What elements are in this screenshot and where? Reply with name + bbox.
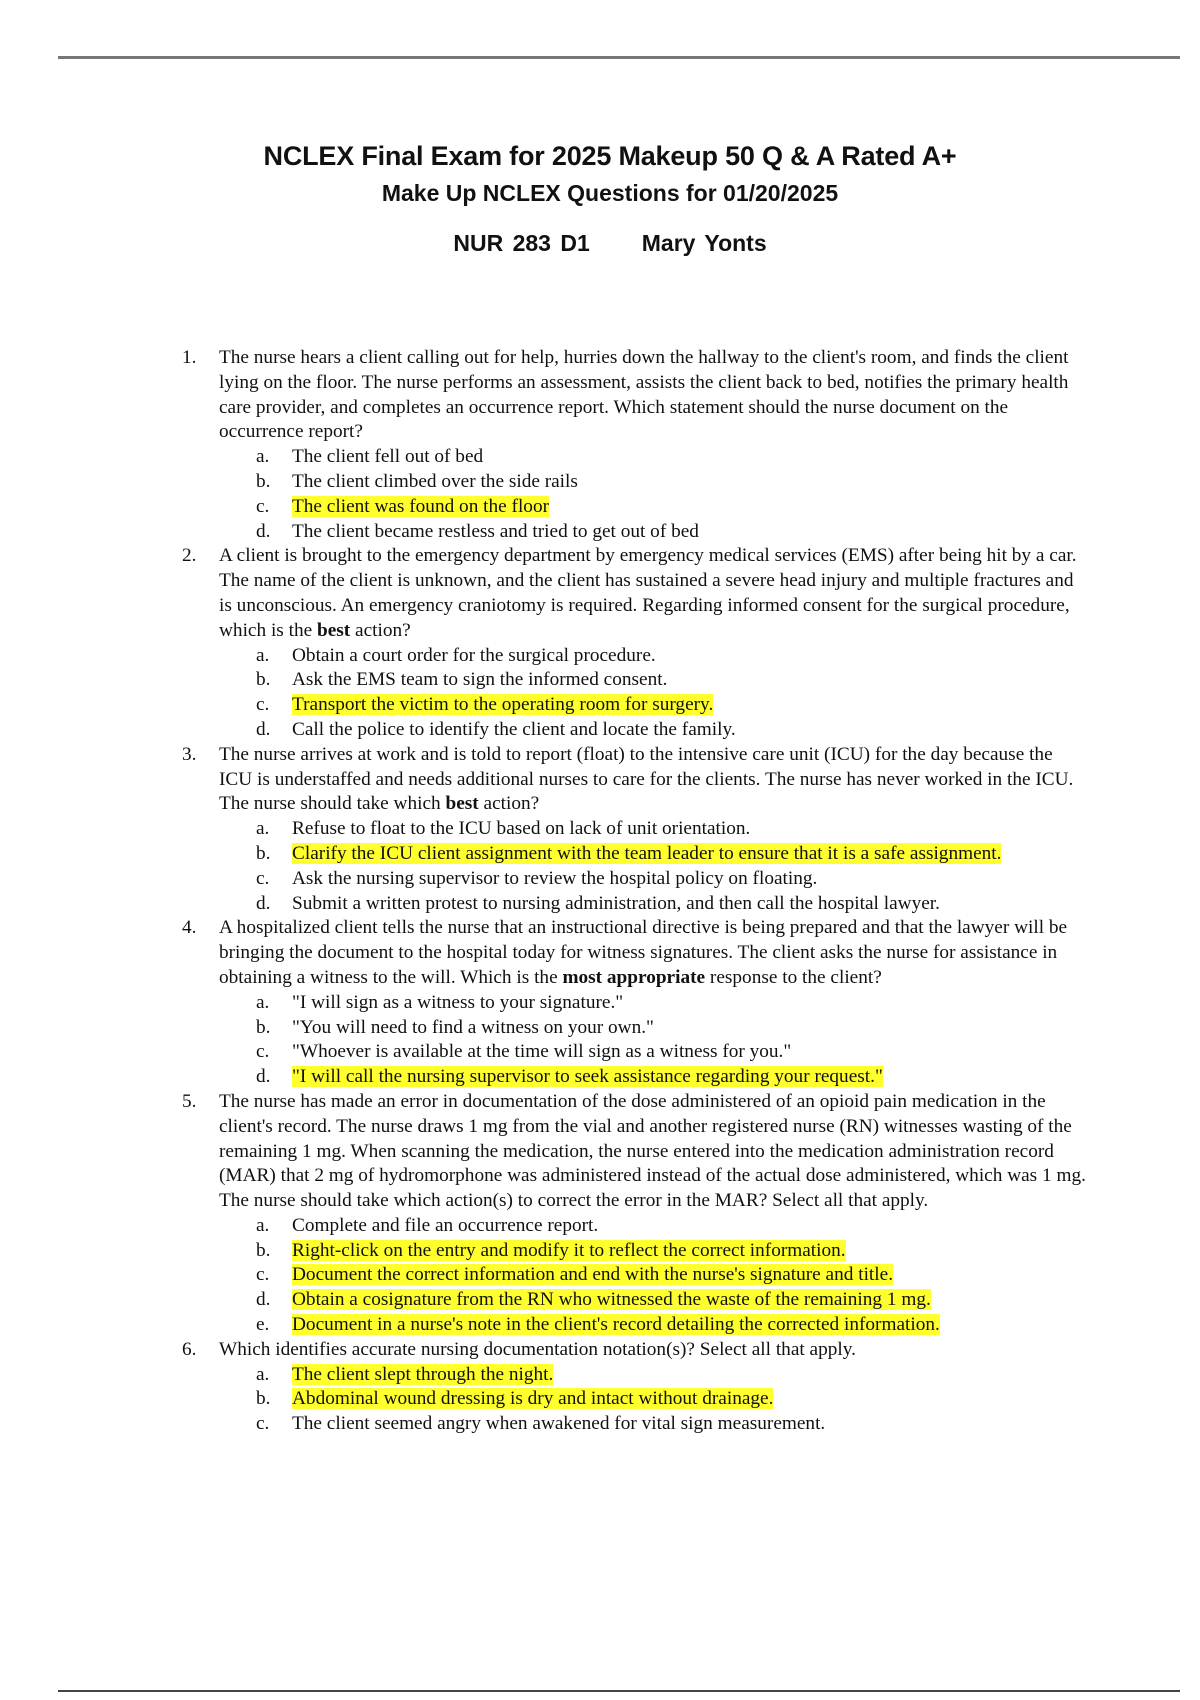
- correct-answer-text: "I will call the nursing supervisor to seek assistance regarding your request.": [292, 1066, 883, 1088]
- question-stem-pre: The nurse has made an error in documentation of the dose administered of an opioid pain medication in the client's record. The nurse draws 1 mg from the vial and another registered nurse (RN) witnesses wasting of the remaining 1 mg. When scanning the medication, the nurse entered into the medication administration record (MAR) that 2 mg of hydromorphone was administered instead of the actual dose administered, which was 1 mg. The nurse should take which action(s) to correct the error in the MAR? Select all that apply.: [219, 1090, 1086, 1212]
- answer-option: [219, 842, 1087, 867]
- course-line: [20, 228, 1200, 258]
- answer-option: [219, 470, 1087, 495]
- option-letter: c.: [256, 1264, 270, 1286]
- answer-option: [219, 1214, 1087, 1239]
- document-title: NCLEX Final Exam for 2025 Makeup 50 Q & A Rated A+: [263, 141, 957, 171]
- option-letter: a.: [256, 644, 270, 666]
- question-stem-post: response to the client?: [705, 966, 882, 988]
- option-letter: d.: [256, 892, 271, 914]
- question-stem-pre: The nurse arrives at work and is told to report (float) to the intensive care unit (ICU) for the day because the ICU is understaffed and needs additional nurses to care for the clients. The nurse has never worked in the ICU. The nurse should take which: [219, 743, 1074, 815]
- option-text: The client climbed over the side rails: [292, 470, 578, 492]
- question-stem: [219, 346, 1087, 445]
- answer-option: [219, 1016, 1087, 1041]
- option-letter: b.: [256, 842, 271, 864]
- answer-options: [219, 1363, 1087, 1437]
- answer-option: [219, 1065, 1087, 1090]
- answer-option: [219, 817, 1087, 842]
- question-stem: [219, 544, 1087, 643]
- answer-option: [219, 991, 1087, 1016]
- option-letter: a.: [256, 1214, 270, 1236]
- question-number: 3.: [182, 743, 197, 765]
- question-4: [182, 916, 1087, 1090]
- question-3: [182, 743, 1087, 917]
- answer-option: [219, 1288, 1087, 1313]
- option-letter: a.: [256, 991, 270, 1013]
- answer-option: [219, 1263, 1087, 1288]
- document-header: [0, 138, 1200, 258]
- correct-answer-text: The client was found on the floor: [292, 495, 550, 517]
- question-stem: [219, 1090, 1087, 1214]
- question-5: [182, 1090, 1087, 1338]
- option-letter: a.: [256, 1363, 270, 1385]
- answer-option: [219, 892, 1087, 917]
- question-number: 2.: [182, 545, 197, 567]
- question-stem-pre: The nurse hears a client calling out for help, hurries down the hallway to the client's room, and finds the client lying on the floor. The nurse performs an assessment, assists the client back to bed, notifies the primary health care provider, and completes an occurrence report. Which statement should the nurse document on the occurrence report?: [219, 347, 1069, 443]
- option-text: The client fell out of bed: [292, 446, 484, 468]
- option-letter: d.: [256, 520, 271, 542]
- correct-answer-text: Obtain a cosignature from the RN who witnessed the waste of the remaining 1 mg.: [292, 1289, 931, 1311]
- option-letter: d.: [256, 1289, 271, 1311]
- top-rule: [58, 56, 1180, 59]
- option-letter: e.: [256, 1314, 270, 1336]
- answer-option: [219, 495, 1087, 520]
- document-subtitle: Make Up NCLEX Questions for 01/20/2025: [381, 180, 839, 206]
- question-stem-post: action?: [478, 793, 540, 815]
- answer-option: [219, 1363, 1087, 1388]
- question-number: 4.: [182, 917, 197, 939]
- option-letter: a.: [256, 818, 270, 840]
- option-text: Refuse to float to the ICU based on lack of unit orientation.: [292, 818, 751, 840]
- question-list: [182, 346, 1087, 1437]
- answer-option: [219, 1387, 1087, 1412]
- correct-answer-text: Right-click on the entry and modify it to reflect the correct information.: [292, 1239, 846, 1261]
- question-number: 5.: [182, 1090, 197, 1112]
- option-text: Ask the EMS team to sign the informed consent.: [292, 669, 668, 691]
- answer-option: [219, 1313, 1087, 1338]
- question-6: [182, 1338, 1087, 1437]
- answer-option: [219, 867, 1087, 892]
- question-stem: [219, 916, 1087, 990]
- correct-answer-text: Abdominal wound dressing is dry and intact without drainage.: [292, 1388, 774, 1410]
- instructor-name: Mary Yonts: [641, 230, 767, 256]
- answer-option: [219, 644, 1087, 669]
- question-stem-bold: most appropriate: [562, 966, 706, 988]
- option-letter: b.: [256, 669, 271, 691]
- option-letter: a.: [256, 446, 270, 468]
- correct-answer-text: The client slept through the night.: [292, 1363, 554, 1385]
- correct-answer-text: Document the correct information and end with the nurse's signature and title.: [292, 1264, 894, 1286]
- option-letter: c.: [256, 694, 270, 716]
- correct-answer-text: Clarify the ICU client assignment with the team leader to ensure that it is a safe assignment.: [292, 842, 1002, 864]
- option-letter: b.: [256, 1016, 271, 1038]
- option-letter: c.: [256, 867, 270, 889]
- correct-answer-text: Document in a nurse's note in the client's record detailing the corrected information.: [292, 1314, 940, 1336]
- question-1: [182, 346, 1087, 544]
- answer-options: [219, 644, 1087, 743]
- option-letter: c.: [256, 495, 270, 517]
- option-text: "You will need to find a witness on your own.": [292, 1016, 654, 1038]
- answer-option: [219, 693, 1087, 718]
- question-stem-post: action?: [350, 619, 411, 641]
- correct-answer-text: Transport the victim to the operating room for surgery.: [292, 694, 714, 716]
- option-text: "Whoever is available at the time will sign as a witness for you.": [292, 1041, 792, 1063]
- option-text: Obtain a court order for the surgical procedure.: [292, 644, 656, 666]
- answer-options: [219, 817, 1087, 916]
- question-2: [182, 544, 1087, 742]
- option-text: Ask the nursing supervisor to review the hospital policy on floating.: [292, 867, 818, 889]
- option-letter: d.: [256, 718, 271, 740]
- option-text: Complete and file an occurrence report.: [292, 1214, 599, 1236]
- option-text: The client became restless and tried to get out of bed: [292, 520, 699, 542]
- question-stem-pre: Which identifies accurate nursing documentation notation(s)? Select all that apply.: [219, 1338, 856, 1360]
- question-number: 6.: [182, 1338, 197, 1360]
- answer-option: [219, 1239, 1087, 1264]
- option-letter: c.: [256, 1413, 270, 1435]
- answer-option: [219, 1040, 1087, 1065]
- option-text: Call the police to identify the client and locate the family.: [292, 718, 736, 740]
- option-letter: b.: [256, 470, 271, 492]
- answer-option: [219, 445, 1087, 470]
- option-text: "I will sign as a witness to your signature.": [292, 991, 624, 1013]
- question-stem-pre: A client is brought to the emergency department by emergency medical services (EMS) after being hit by a car. The name of the client is unknown, and the client has sustained a severe head injury and multiple fractures and is unconscious. An emergency craniotomy is required. Regarding informed consent for the surgical procedure, which is the: [219, 545, 1077, 641]
- question-stem: [219, 743, 1087, 817]
- option-letter: b.: [256, 1239, 271, 1261]
- bottom-rule: [58, 1690, 1180, 1692]
- option-letter: b.: [256, 1388, 271, 1410]
- question-stem-bold: best: [445, 793, 479, 815]
- answer-option: [219, 520, 1087, 545]
- answer-option: [219, 668, 1087, 693]
- question-stem-bold: best: [317, 619, 351, 641]
- answer-option: [219, 1412, 1087, 1437]
- option-letter: d.: [256, 1066, 271, 1088]
- question-stem-pre: A hospitalized client tells the nurse that an instructional directive is being prepared and that the lawyer will be bringing the document to the hospital today for witness signatures. The client asks the nurse for assistance in obtaining a witness to the will. Which is the: [219, 917, 1068, 988]
- answer-option: [219, 718, 1087, 743]
- course-code: NUR 283 D1: [453, 230, 590, 256]
- answer-options: [219, 445, 1087, 544]
- option-text: Submit a written protest to nursing administration, and then call the hospital lawyer.: [292, 892, 940, 914]
- answer-options: [219, 991, 1087, 1090]
- answer-options: [219, 1214, 1087, 1338]
- question-stem: [219, 1338, 1087, 1363]
- option-text: The client seemed angry when awakened for vital sign measurement.: [292, 1413, 826, 1435]
- question-number: 1.: [182, 347, 197, 368]
- option-letter: c.: [256, 1041, 270, 1063]
